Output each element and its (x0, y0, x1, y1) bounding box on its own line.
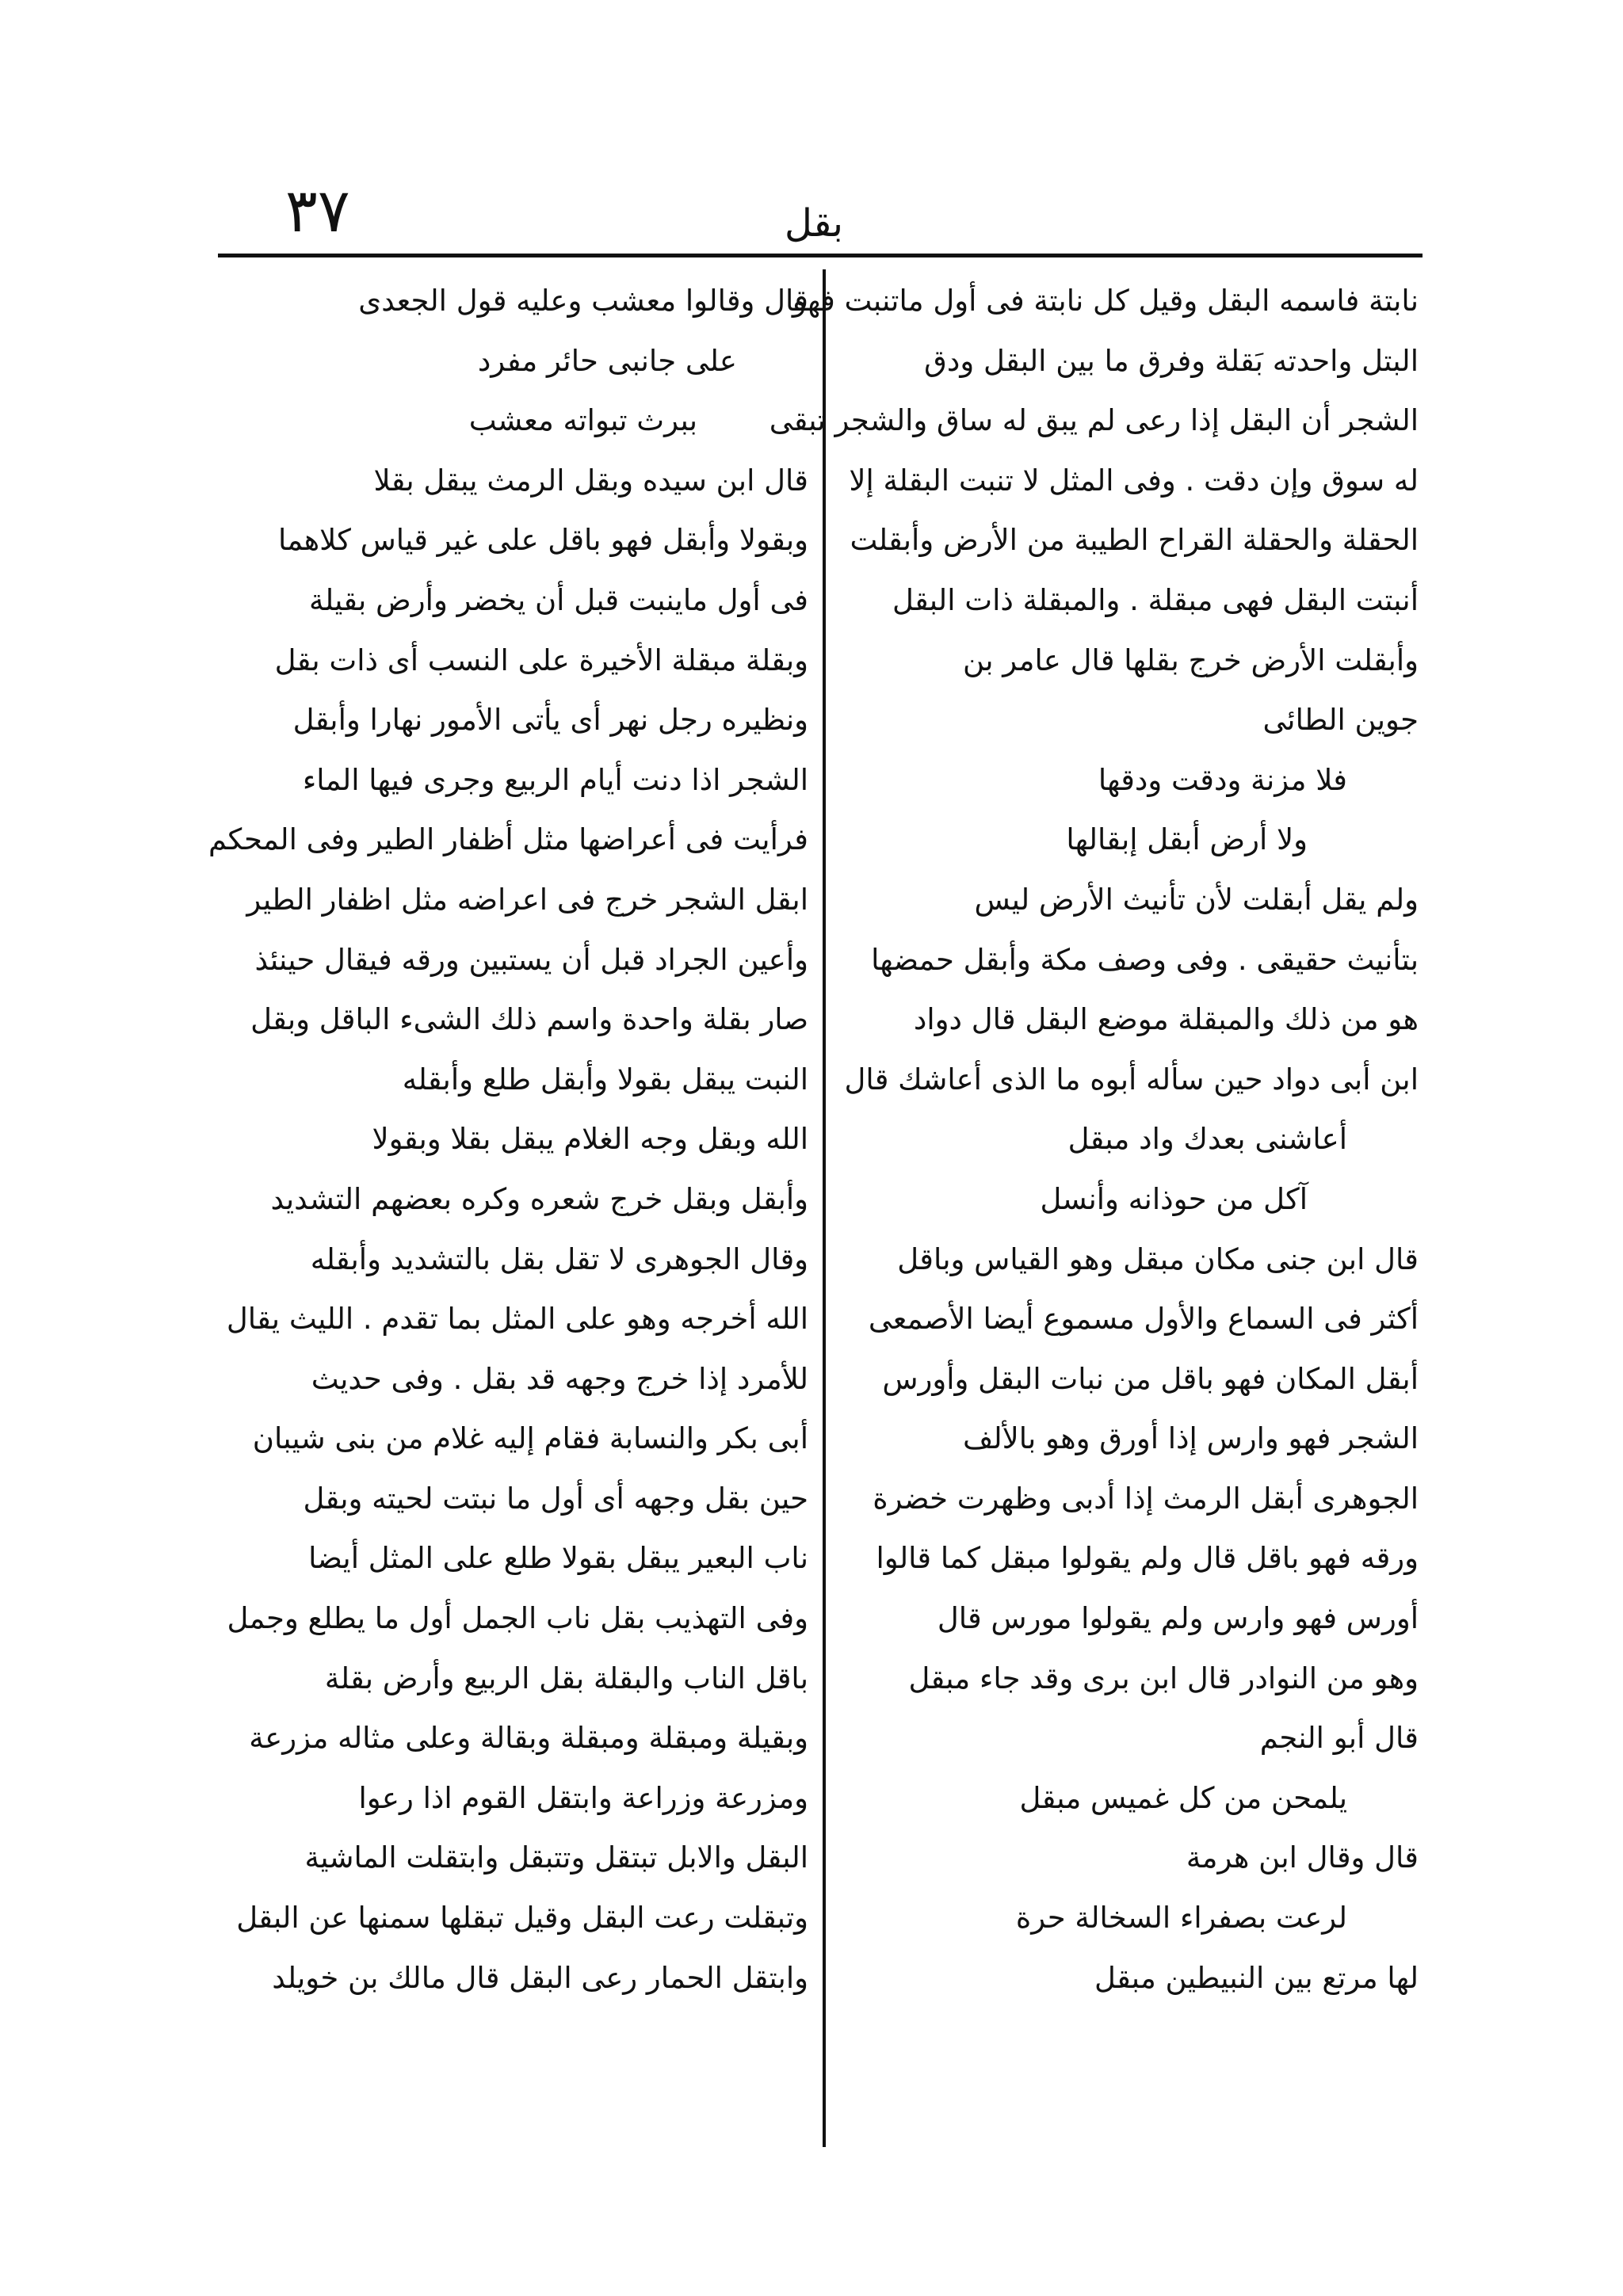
verse-line: فلا مزنة ودقت ودقها (1098, 762, 1347, 797)
text-line: وأعين الجراد قبل أن يستبين ورقه فيقال حينئذ (254, 942, 808, 977)
text-line: الجوهرى أبقل الرمث إذا أدبى وظهرت خضرة (873, 1481, 1419, 1516)
verse-line: يلمحن من كل غميس مبقل (1019, 1780, 1347, 1815)
text-line: الشجر فهو وارس إذا أورق وهو بالألف (963, 1421, 1419, 1456)
text-line: أورس فهو وارس ولم يقولوا مورس قال (937, 1601, 1419, 1636)
left-column (208, 271, 808, 2008)
header-rule (218, 254, 1423, 257)
text-line: قال وقال ابن هرمة (1186, 1840, 1419, 1875)
text-line: نابتة فاسمه البقل وقيل كل نابتة فى أول ماتنبت فهو (792, 284, 1419, 318)
text-line: هو من ذلك والمبقلة موضع البقل قال دواد (913, 1002, 1419, 1037)
verse-line: آكل من حوذانه وأنسل (1040, 1181, 1308, 1216)
text-line: النبت يبقل بقولا وأبقل طلع وأبقله (402, 1062, 808, 1097)
text-line: قال ابن سيده وبقل الرمث يبقل بقلا (373, 463, 808, 498)
text-line: أبى بكر والنسابة فقام إليه غلام من بنى شيبان (252, 1421, 808, 1456)
text-line: وتبقلت رعت البقل وقيل تبقلها سمنها عن البقل (236, 1901, 808, 1936)
text-line: ناب البعير يبقل بقولا طلع على المثل أيضا (308, 1541, 808, 1576)
verse-line: ولا أرض أبقل إبقالها (1066, 822, 1308, 857)
text-line: بتأنيث حقيقى . وفى وصف مكة وأبقل حمضها (871, 942, 1419, 977)
text-line: أكثر فى السماع والأول مسموع أيضا الأصمعى (868, 1302, 1419, 1337)
text-line: وبقلة مبقلة الأخيرة على النسب أى ذات بقل (274, 643, 808, 677)
text-line: له سوق وإن دقت . وفى المثل لا تنبت البقلة إلا (849, 463, 1419, 498)
text-line: الله أخرجه وهو على المثل بما تقدم . الليث يقال (226, 1302, 808, 1337)
verse-line: أعاشنى بعدك واد مبقل (1067, 1122, 1347, 1157)
text-line: الله وبقل وجه الغلام يبقل بقلا وبقولا (372, 1122, 808, 1157)
text-line: وأبقلت الأرض خرج بقلها قال عامر بن (963, 643, 1419, 677)
text-line: للأمرد إذا خرج وجهه قد بقل . وفى حديث (311, 1361, 808, 1396)
text-line: الحقلة والحقلة القراح الطيبة من الأرض وأبقلت (850, 523, 1419, 558)
text-line: قال أبو النجم (1259, 1721, 1419, 1756)
text-line: وقال الجوهرى لا تقل بقل بالتشديد وأبقله (310, 1241, 808, 1276)
text-line: ونظيره رجل نهر أى يأتى الأمور نهارا وأبقل (292, 703, 808, 738)
text-line: قال وقالوا معشب وعليه قول الجعدى (358, 284, 808, 318)
text-line: ورقه فهو باقل قال ولم يقولوا مبقل كما قالوا (876, 1541, 1419, 1576)
text-line: وأبقل وبقل خرج شعره وكره بعضهم التشديد (270, 1181, 808, 1216)
column-divider (823, 269, 826, 2147)
text-line: ولم يقل أبقلت لأن تأنيث الأرض ليس (974, 882, 1419, 917)
text-line: جوين الطائى (1262, 703, 1419, 738)
text-line: فرأيت فى أعراضها مثل أظفار الطير وفى المحكم (208, 822, 808, 857)
verse-line: لرعت بصفراء السخالة حرة (1015, 1901, 1347, 1936)
text-line: الشجر أن البقل إذا رعى لم يبق له ساق والشجر تبقى (769, 403, 1419, 438)
text-line: صار بقلة واحدة واسم ذلك الشىء الباقل وبقل (250, 1002, 808, 1037)
text-line: أنبتت البقل فهى مبقلة . والمبقلة ذات البقل (892, 582, 1419, 617)
right-column (769, 271, 1419, 2008)
text-line: قال ابن جنى مكان مبقل وهو القياس وباقل (897, 1241, 1419, 1276)
text-line: حين بقل وجهه أى أول ما نبتت لحيته وبقل (303, 1481, 808, 1516)
text-line: فى أول ماينبت قبل أن يخضر وأرض بقيلة (309, 582, 808, 617)
text-line: وهو من النوادر قال ابن برى وقد جاء مبقل (908, 1661, 1419, 1695)
text-line: ابقل الشجر خرج فى اعراضه مثل اظفار الطير (246, 882, 808, 917)
verse-line: على جانبى حائر مفرد (477, 343, 737, 378)
text-line: وفى التهذيب بقل ناب الجمل أول ما يطلع وجمل (227, 1601, 808, 1636)
text-line: باقل الناب والبقلة بقل الربيع وأرض بقلة (324, 1661, 808, 1695)
text-line: ابن أبى دواد حين سأله أبوه ما الذى أعاشك قال (844, 1062, 1419, 1097)
text-line: وابتقل الحمار رعى البقل قال مالك بن خويلد (272, 1960, 808, 1995)
running-head: بقل (785, 201, 843, 246)
text-line: أبقل المكان فهو باقل من نبات البقل وأورس (882, 1361, 1419, 1396)
text-line: البتل واحدته بَقلة وفرق ما بين البقل ودق (924, 343, 1419, 378)
page-number: ٣٧ (285, 175, 350, 246)
verse-line: ببرث تبواته معشب (468, 403, 697, 438)
text-line: ومزرعة وزراعة وابتقل القوم اذا رعوا (358, 1780, 808, 1815)
text-line: وبقيلة ومبقلة ومبقلة وبقالة وعلى مثاله مزرعة (249, 1721, 808, 1756)
text-line: البقل والابل تبتقل وتتبقل وابتقلت الماشية (304, 1840, 808, 1875)
text-line: وبقولا وأبقل فهو باقل على غير قياس كلاهما (278, 523, 808, 558)
verse-line: لها مرتع بين النبيطين مبقل (1094, 1960, 1419, 1995)
text-line: الشجر اذا دنت أيام الربيع وجرى فيها الماء (302, 762, 808, 797)
